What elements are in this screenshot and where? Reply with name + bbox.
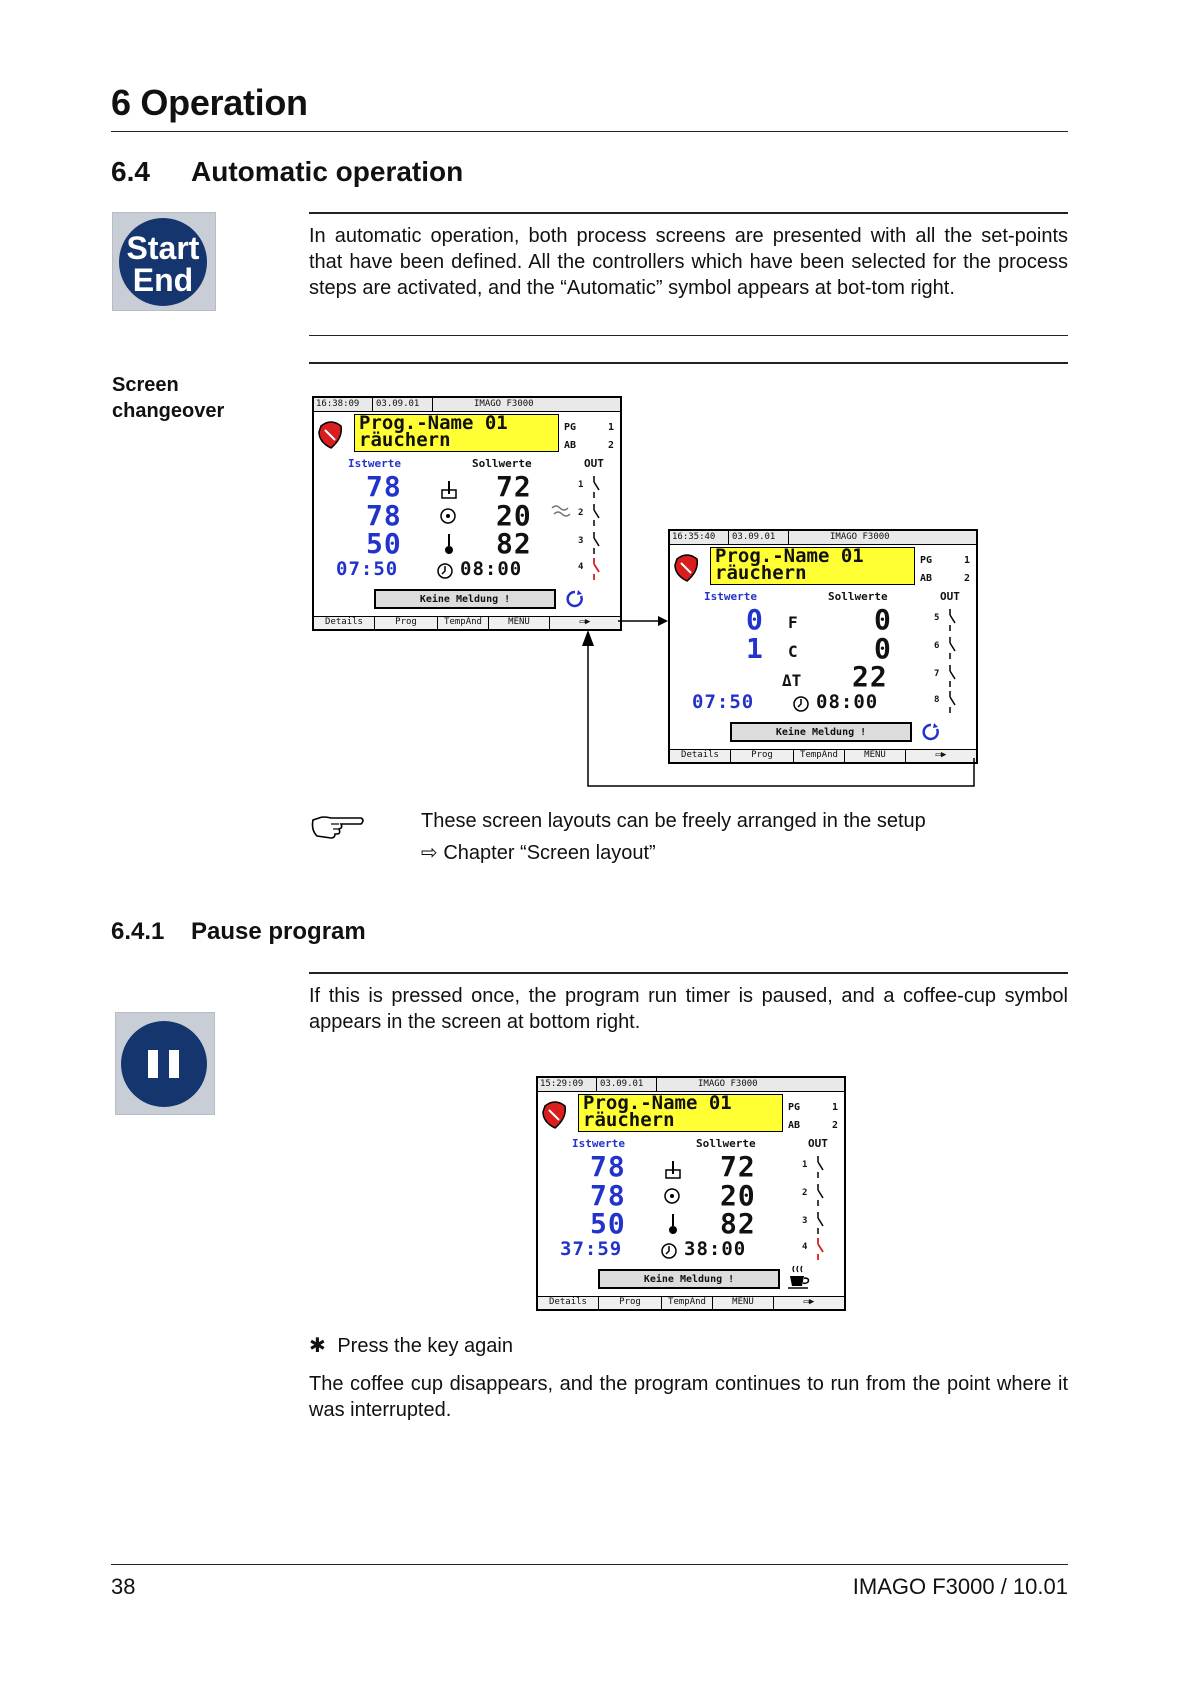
ab-label: AB [788,1120,801,1131]
actual-value: 78 [366,470,402,503]
softkey-next[interactable]: ▭▶ [935,750,947,760]
pg-label: PG [788,1102,801,1113]
result-text: The coffee cup disappears, and the program continues to run from the point where it was interrupted. [309,1373,1068,1421]
run-time: 37:59 [560,1238,623,1260]
pg-label: PG [564,422,577,433]
pause-text: If this is pressed once, the program run timer is paused, and a coffee-cup symbol appears in the screen at bottom right. [309,985,1068,1033]
core-probe-icon [440,480,458,500]
intro-rule-bottom [309,335,1068,336]
changeover-arrows [540,600,980,800]
intro-rule-top [309,212,1068,214]
ham-logo-icon [673,553,699,583]
intro-text: In automatic operation, both process screens are presented with all the set-points that have been defined. All the controllers which have been selected for the process steps are activated, and the “Automatic” symbol appears at bot-tom right. [309,225,1068,299]
program-name-box [354,414,559,452]
screen-changeover-label: Screen changeover [112,374,225,422]
thermometer-icon [442,532,456,556]
unit-label: C [788,642,798,661]
model-name: IMAGO F3000 [830,532,890,542]
output-number: 8 [934,695,940,705]
out-header: OUT [584,457,604,470]
program-step: räuchern [583,1109,675,1131]
ab-label: AB [920,573,933,584]
message-box: Keine Meldung ! [598,1269,780,1289]
setpoint-value: 20 [496,499,532,532]
actual-value: 50 [366,527,402,560]
softkey-menu[interactable]: MENU [713,1297,774,1309]
setpoint-value: 72 [720,1150,756,1183]
output-number: 1 [578,480,584,490]
changeover-rule [309,362,1068,364]
softkey-details[interactable]: Details [670,750,731,762]
actual-value: 78 [590,1150,626,1183]
out-header: OUT [940,590,960,603]
subsection-title: Pause program [191,918,366,945]
document-id: IMAGO F3000 / 10.01 [852,1574,1068,1599]
sollwerte-header: Sollwerte [696,1137,756,1150]
softkey-menu[interactable]: MENU [489,617,550,629]
sollwerte-header: Sollwerte [828,590,888,603]
model-name: IMAGO F3000 [474,399,534,409]
section-title: Automatic operation [191,156,464,187]
unit-label: F [788,613,798,632]
softkey-prog[interactable]: Prog [599,1297,662,1309]
status-bar [314,398,620,412]
clock-icon [660,1242,678,1260]
set-time: 08:00 [816,691,879,713]
out-header: OUT [808,1137,828,1150]
switch-icon [588,502,602,528]
step-bullet: ✱ [309,1335,326,1357]
pg-value: 1 [964,555,971,566]
date: 03.09.01 [600,1079,644,1089]
output-number: 6 [934,641,940,651]
clock: 15:29:09 [540,1079,584,1089]
switch-icon [588,530,602,556]
istwerte-header: Istwerte [348,457,401,470]
setpoint-value: 22 [852,660,888,693]
model-name: IMAGO F3000 [698,1079,758,1089]
switch-active-icon [588,556,602,582]
program-name: Prog.-Name 01 [715,545,864,567]
date: 03.09.01 [732,532,776,542]
footer-rule [111,1564,1068,1565]
actual-value: 50 [590,1207,626,1240]
program-name: Prog.-Name 01 [359,412,508,434]
output-number: 4 [802,1242,808,1252]
actual-value: 0 [746,603,764,636]
humidity-icon [438,506,458,526]
softkey-prog[interactable]: Prog [731,750,794,762]
setpoint-value: 20 [720,1179,756,1212]
program-name-box [710,547,915,585]
ab-label: AB [564,440,577,451]
humidity-icon [662,1186,682,1206]
core-probe-icon [664,1160,682,1180]
sollwerte-header: Sollwerte [472,457,532,470]
pause-icon [121,1021,207,1107]
smoke-icon [550,502,572,518]
softkey-bar [538,1296,844,1309]
setpoint-value: 82 [496,527,532,560]
output-number: 7 [934,669,940,679]
ab-value: 2 [832,1120,839,1131]
message-box: Keine Meldung ! [730,722,912,742]
start-end-key [112,212,216,311]
pg-label: PG [920,555,933,566]
set-time: 08:00 [460,558,523,580]
step-instruction [309,1333,513,1359]
end-label: End [132,262,194,298]
program-name-box [578,1094,783,1132]
output-number: 1 [802,1160,808,1170]
setpoint-value: 82 [720,1207,756,1240]
pointing-hand-icon [309,812,365,842]
chapter-reference[interactable] [421,838,656,868]
output-number: 2 [578,508,584,518]
pg-value: 1 [608,422,615,433]
output-number: 3 [578,536,584,546]
actual-value: 78 [366,499,402,532]
program-step: räuchern [359,429,451,451]
switch-active-icon [812,1236,826,1262]
reference-prefix: Chapter [443,842,515,864]
status-bar [538,1078,844,1092]
softkey-tempand[interactable]: TempAnd [794,750,845,762]
actual-value: 1 [746,632,764,665]
delta-t-label: ΔT [782,671,802,690]
coffee-cup-icon [786,1264,812,1290]
switch-icon [812,1154,826,1180]
softkey-details[interactable]: Details [314,617,375,629]
clock-icon [436,562,454,580]
program-step: räuchern [715,562,807,584]
clock: 16:38:09 [316,399,360,409]
output-number: 3 [802,1216,808,1226]
switch-icon [812,1210,826,1236]
run-time: 07:50 [692,691,755,713]
ham-logo-icon [317,420,343,450]
setpoint-value: 72 [496,470,532,503]
reference-arrow-icon: ⇨ [421,842,438,864]
output-number: 2 [802,1188,808,1198]
reference-title: “Screen layout” [520,842,656,864]
page-number: 38 [111,1574,136,1599]
message-box: Keine Meldung ! [374,589,556,609]
istwerte-header: Istwerte [572,1137,625,1150]
subsection-number: 6.4.1 [111,918,165,945]
softkey-menu[interactable]: MENU [845,750,906,762]
step-text: Press the key again [337,1335,513,1357]
pause-rule [309,972,1068,974]
ham-logo-icon [541,1100,567,1130]
pg-value: 1 [832,1102,839,1113]
start-label: Start [126,230,200,266]
set-time: 38:00 [684,1238,747,1260]
program-name: Prog.-Name 01 [583,1092,732,1114]
start-end-icon [119,218,207,306]
softkey-details[interactable]: Details [538,1297,599,1309]
pause-key [115,1012,215,1115]
switch-icon [588,474,602,500]
date: 03.09.01 [376,399,420,409]
output-number: 5 [934,613,940,623]
note-text: These screen layouts can be freely arranged in the setup [421,810,926,832]
switch-icon [812,1182,826,1208]
softkey-next[interactable]: ▭▶ [579,617,591,627]
status-bar [670,531,976,545]
istwerte-header: Istwerte [704,590,757,603]
setpoint-value: 0 [874,603,892,636]
softkey-tempand[interactable]: TempAnd [438,617,489,629]
thermometer-icon [666,1212,680,1236]
run-time: 07:50 [336,558,399,580]
section-number: 6.4 [111,156,150,187]
chapter-rule [111,131,1068,132]
clock: 16:35:40 [672,532,716,542]
softkey-tempand[interactable]: TempAnd [662,1297,713,1309]
paused-process-screen [536,1076,846,1311]
chapter-title: 6 Operation [111,82,308,123]
output-number: 4 [578,562,584,572]
process-screen-1 [312,396,622,631]
softkey-prog[interactable]: Prog [375,617,438,629]
softkey-next[interactable]: ▭▶ [803,1297,815,1307]
setpoint-value: 0 [874,632,892,665]
ab-value: 2 [608,440,615,451]
actual-value: 78 [590,1179,626,1212]
ab-value: 2 [964,573,971,584]
